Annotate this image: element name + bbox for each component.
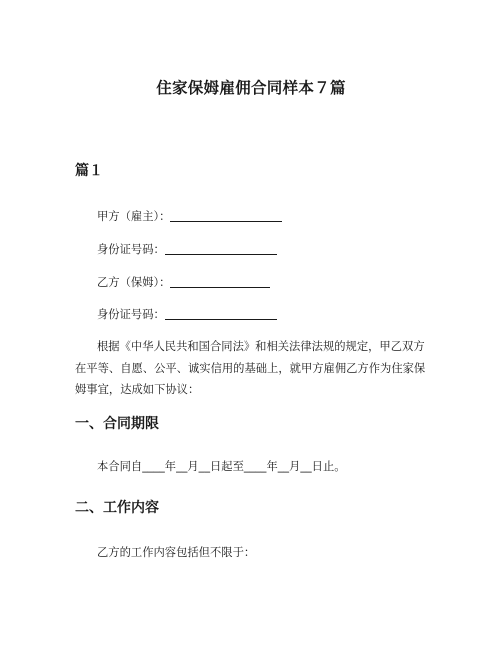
party-a-id-label: 身份证号码：: [97, 243, 165, 256]
part-heading: 篇１: [75, 163, 103, 179]
party-a-id-line: [75, 239, 435, 261]
section-1-text: 本合同自____年__月__日起至____年__月__日止。: [97, 460, 346, 473]
party-b-id-label: 身份证号码：: [97, 308, 165, 321]
party-b-line: [75, 272, 435, 294]
section-1-heading: 一、合同期限: [75, 416, 159, 432]
party-b-id-line: [75, 304, 435, 326]
party-a-id-blank: [165, 242, 277, 255]
intro-paragraph: 根据《中华人民共和国合同法》和相关法律法规的规定，甲乙双方在平等、自愿、公平、诚实信用的基础上，就甲方雇佣乙方作为住家保姆事宜，达成如下协议：: [75, 340, 426, 396]
party-b-label: 乙方（保姆）：: [97, 276, 171, 289]
party-a-label: 甲方（雇主）：: [97, 210, 171, 223]
party-a-blank: [170, 209, 282, 222]
section-2-text: 乙方的工作内容包括但不限于：: [97, 546, 256, 559]
party-b-id-blank: [165, 307, 277, 320]
section-2-heading: 二、工作内容: [75, 500, 159, 516]
party-a-line: [75, 206, 435, 228]
document-title: 住家保姆雇佣合同样本７篇: [156, 79, 346, 97]
party-b-blank: [170, 275, 270, 288]
